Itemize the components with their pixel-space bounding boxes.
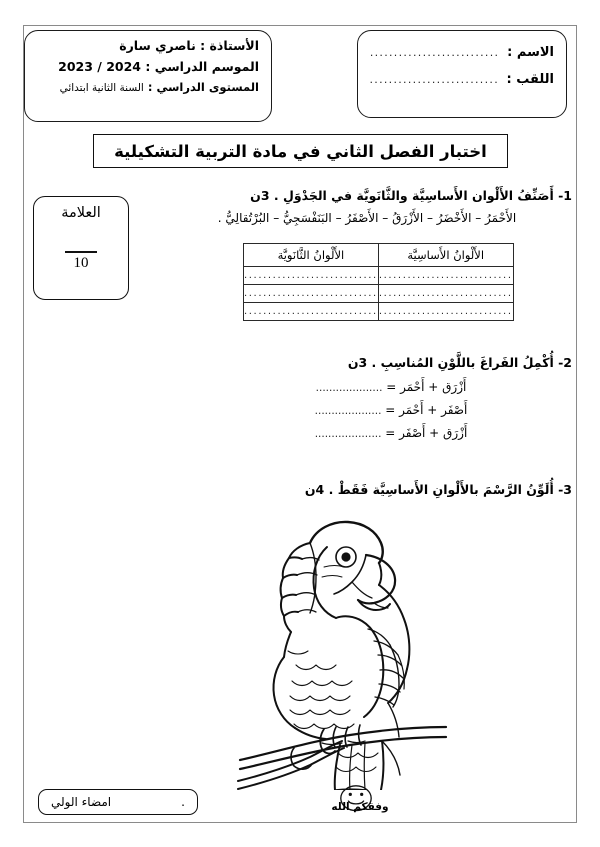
table-cell-secondary[interactable]: ............................	[244, 267, 379, 285]
student-surname-input[interactable]: ...........................	[369, 73, 499, 86]
page-title: اختبار الفصل الثاني في مادة التربية التشكيلية	[114, 141, 487, 161]
table-header-primary: الأَلْوانُ الأَساسِيَّة	[378, 244, 513, 267]
equation-answer-blank[interactable]: ....................	[314, 405, 382, 417]
equation-row	[152, 403, 572, 417]
guardian-signature-dot: .	[181, 795, 185, 809]
parrot-drawing	[232, 505, 452, 790]
table-cell-primary[interactable]: ............................	[378, 285, 513, 303]
equation-row	[152, 426, 572, 440]
teacher-info-box	[24, 30, 272, 122]
question-1-colors-list: الأَحْمَرُ – الأَخْضَرُ – الأَزْرَقُ – الأَصْفَرُ – البَنَفْسَجِيُّ – البُرْتُقالِيُّ .	[217, 211, 517, 225]
question-3-heading: 3- أُلَوِّنُ الرَّسْمَ بالأَلْوانِ الأَساسِيَّة فَقَطْ . 4ن	[304, 482, 572, 497]
school-level-label: المستوى الدراسي :	[147, 80, 259, 94]
table-cell-primary[interactable]: ............................	[378, 267, 513, 285]
blessing-text: وفقكم الله	[331, 801, 389, 813]
equation-answer-blank[interactable]: ....................	[315, 382, 383, 394]
student-info-box	[357, 30, 567, 118]
table-cell-secondary[interactable]: ............................	[244, 285, 379, 303]
question-2-heading: 2- أُكْمِلُ الفَراغَ باللَّوْنِ المُناسِبِ . 3ن	[347, 355, 572, 370]
table-header-row	[244, 244, 514, 267]
equation-expression: أَصْفَر + أَحْمَر =	[381, 403, 468, 417]
question-2	[152, 355, 572, 449]
student-surname-row	[368, 72, 554, 87]
student-name-row	[368, 45, 554, 60]
teacher-name: ناصري سارة	[119, 38, 196, 53]
school-year-label: الموسم الدراسي :	[145, 59, 259, 74]
equation-row	[152, 380, 572, 394]
guardian-signature-box[interactable]	[38, 789, 198, 815]
question-3	[152, 482, 572, 497]
exam-title-banner	[93, 134, 508, 168]
blessing-region	[315, 783, 405, 823]
question-1	[152, 188, 572, 225]
table-cell-secondary[interactable]: ............................	[244, 303, 379, 321]
student-name-label: الاسم :	[507, 45, 554, 60]
equation-answer-blank[interactable]: ....................	[314, 428, 382, 440]
grade-fraction	[65, 251, 97, 272]
grade-box	[33, 196, 129, 300]
school-level-value: السنة الثانية ابتدائي	[59, 82, 144, 94]
student-name-input[interactable]: ...........................	[369, 46, 500, 59]
equation-expression: أَزْرَق + أَصْفَر =	[381, 426, 468, 440]
header-region	[23, 28, 577, 123]
grade-total: 10	[73, 254, 89, 271]
question-1-heading: 1- أَصَنِّفُ الأَلْوان الأَساسِيَّة والثَّانَويَّة في الجَدْوَلِ . 3ن	[250, 188, 572, 203]
table-header-secondary: الأَلْوانُ الثَّانَويَّة	[244, 244, 379, 267]
school-year-value: 2024 / 2023	[58, 59, 142, 74]
grade-label: العلامة	[61, 205, 101, 221]
table-row	[244, 267, 514, 285]
guardian-signature-label: امضاء الولي	[51, 795, 112, 809]
teacher-label: الأستاذة :	[200, 38, 259, 53]
table-row	[244, 303, 514, 321]
colors-table	[243, 243, 514, 321]
table-cell-primary[interactable]: ............................	[378, 303, 513, 321]
school-level-line	[33, 80, 259, 94]
table-row	[244, 285, 514, 303]
equation-list	[152, 380, 572, 440]
school-year-line	[33, 59, 259, 74]
grade-divider	[65, 251, 97, 253]
student-surname-label: اللقب :	[506, 72, 554, 87]
teacher-line	[33, 38, 259, 53]
equation-expression: أَزْرَق + أَحْمَر =	[382, 380, 467, 394]
